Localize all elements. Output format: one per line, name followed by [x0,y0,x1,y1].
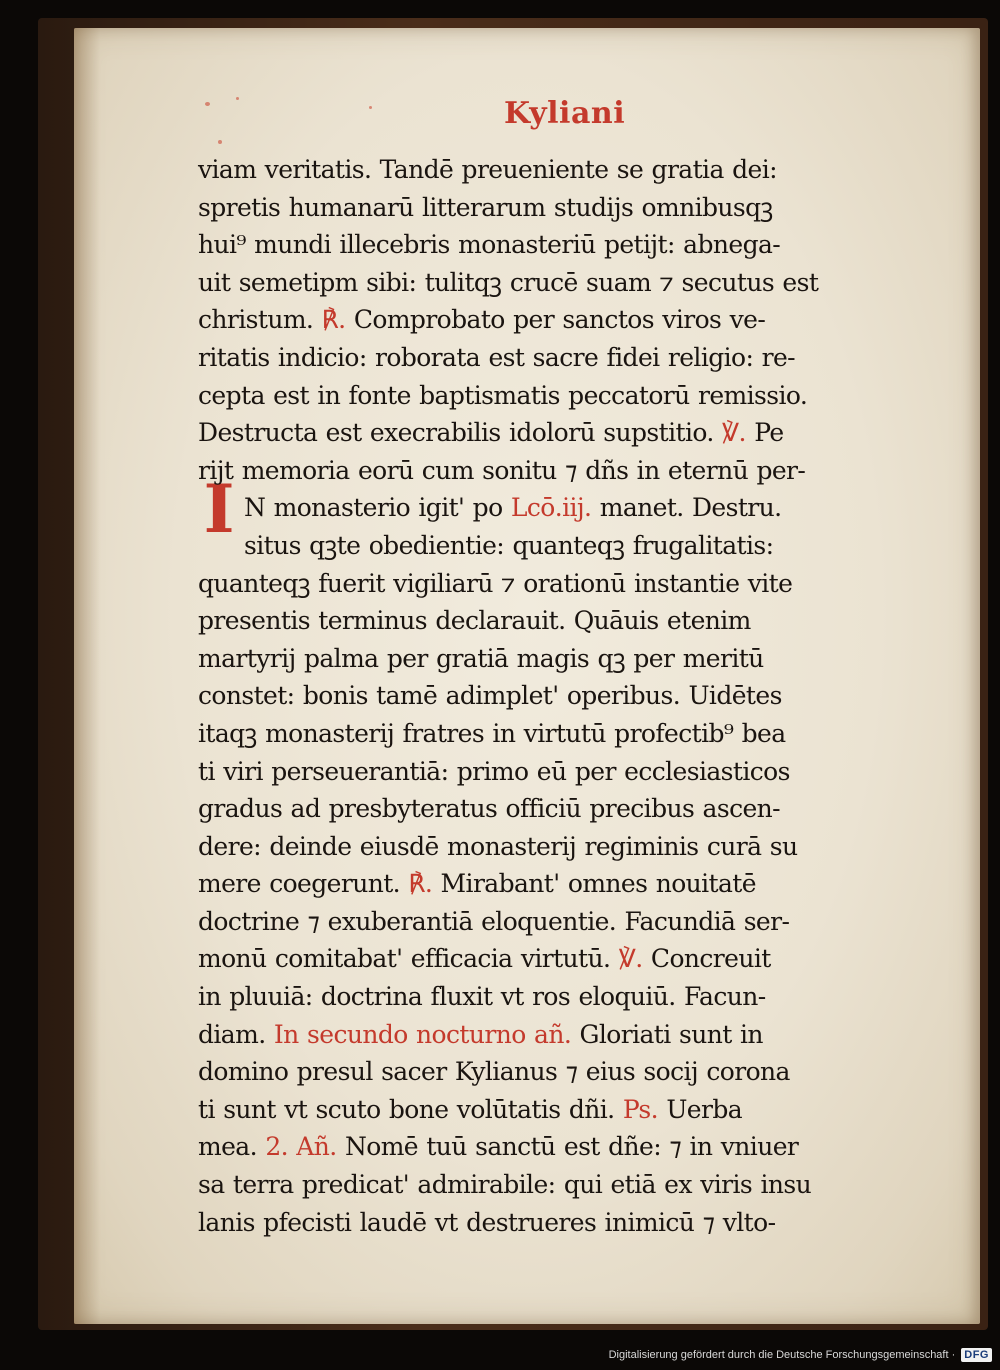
text-line [198,226,940,264]
text-line [198,452,940,490]
body-text: mere coegerunt. [198,869,409,899]
text-line [198,790,940,828]
red-ink-speck [205,102,210,106]
text-line [198,1053,940,1091]
text-line [198,865,940,903]
text-line [198,377,940,415]
credit-text: Digitalisierung gefördert durch die Deutsche Forschungsgemeinschaft · [608,1349,956,1361]
rubric-text: In secundo nocturno añ. [273,1019,572,1049]
body-text: rijt memoria eorū cum sonitu ⁊ dñs in eternū per- [198,455,806,485]
body-text: martyrij palma per gratiā magis qꝫ per meritū [198,643,764,673]
body-text: Mirabant' omnes nouitatē [432,869,756,899]
digitization-credit [609,1344,992,1366]
text-line [198,151,940,189]
text-line [198,940,940,978]
body-text: lanis pfecisti laudē vt destrueres inimicū ⁊ vlto- [198,1207,776,1237]
body-text: christum. [198,305,322,335]
text-line [198,640,940,678]
rubric-text: Lcō.iij. [510,493,592,523]
body-text: ritatis indicio: roborata est sacre fidei religio: re- [198,342,796,372]
body-text: quanteqꝫ fuerit vigiliarū ⁊ orationū instantie vite [198,568,793,598]
text-line [198,1128,940,1166]
body-text: viam veritatis. Tandē preueniente se gratia dei: [198,155,777,184]
rubric-text: ℟. [408,869,433,899]
body-text: ti viri perseuerantiā: primo eū per ecclesiasticos [198,756,790,786]
body-text: cepta est in fonte baptismatis peccatorū remissio. [198,380,808,410]
body-text: presentis terminus declarauit. Quāuis etenim [198,606,751,636]
body-text: manet. Destru. [591,493,782,523]
text-line [198,489,940,527]
text-line [198,1204,940,1242]
body-text: Comprobato per sanctos viros ve- [345,305,766,335]
body-text: gradus ad presbyteratus officiū precibus ascen- [198,794,781,824]
body-text: Concreuit [642,944,771,974]
text-line [198,1166,940,1204]
text-line [198,264,940,302]
running-head: Kyliani [504,96,626,131]
body-text: in pluuiā: doctrina fluxit vt ros eloquiū. Facun- [198,982,766,1012]
text-line [198,414,940,452]
body-text: mea. [198,1132,266,1162]
body-text: Destructa est execrabilis idolorū supstitio. [198,418,723,448]
body-text: Pe [745,418,784,448]
body-text: hui⁹ mundi illecebris monasteriū petijt: abnega- [198,230,781,260]
text-line [198,527,940,565]
rubricated-initial: I [203,470,235,548]
text-line [198,903,940,941]
body-text: ti sunt vt scuto bone volūtatis dñi. [198,1094,623,1124]
text-column [198,151,940,1241]
body-text: uit semetipm sibi: tulitqꝫ crucē suam ⁊ secutus est [198,267,819,297]
body-text: monū comitabat' efficacia virtutū. [198,944,619,974]
text-line [198,1091,940,1129]
text-line [198,301,940,339]
body-text: Gloriati sunt in [571,1019,763,1049]
text-line [198,339,940,377]
dfg-logo: DFG [961,1348,992,1362]
text-line [198,978,940,1016]
red-ink-speck [218,140,222,144]
page-gutter-shadow [74,28,100,1324]
body-text: itaqꝫ monasterij fratres in virtutū profectib⁹ bea [198,718,786,748]
body-text: situs qꝫte obedientie: quanteqꝫ frugalitatis: [244,530,774,560]
body-text: Uerba [657,1094,743,1124]
text-line [198,753,940,791]
rubric-text: Ps. [622,1094,658,1124]
rubric-text: ℟. [321,305,346,335]
text-line [198,602,940,640]
body-text: Nomē tuū sanctū est dñe: ⁊ in vniuer [336,1132,799,1162]
red-ink-speck [236,97,239,100]
body-text: sa terra predicat' admirabile: qui etiā ex viris insu [198,1170,812,1200]
text-line [198,1016,940,1054]
rubric-text: ℣. [618,944,643,974]
rubric-text: 2. Añ. [265,1132,337,1162]
text-line [198,565,940,603]
text-line [198,677,940,715]
rubric-text: ℣. [722,418,746,448]
body-text: domino presul sacer Kylianus ⁊ eius socij corona [198,1057,790,1087]
body-text: diam. [198,1019,274,1049]
body-text: N monasterio igit' po [244,493,511,523]
text-line [198,189,940,227]
body-text: dere: deinde eiusdē monasterij regiminis curā su [198,831,798,861]
red-ink-speck [369,106,372,109]
text-line [198,828,940,866]
text-line [198,715,940,753]
body-text: constet: bonis tamē adimplet' operibus. Uidētes [198,681,782,711]
body-text: doctrine ⁊ exuberantiā eloquentie. Facundiā ser- [198,906,790,936]
body-text: spretis humanarū litterarum studijs omnibusqꝫ [198,192,773,222]
